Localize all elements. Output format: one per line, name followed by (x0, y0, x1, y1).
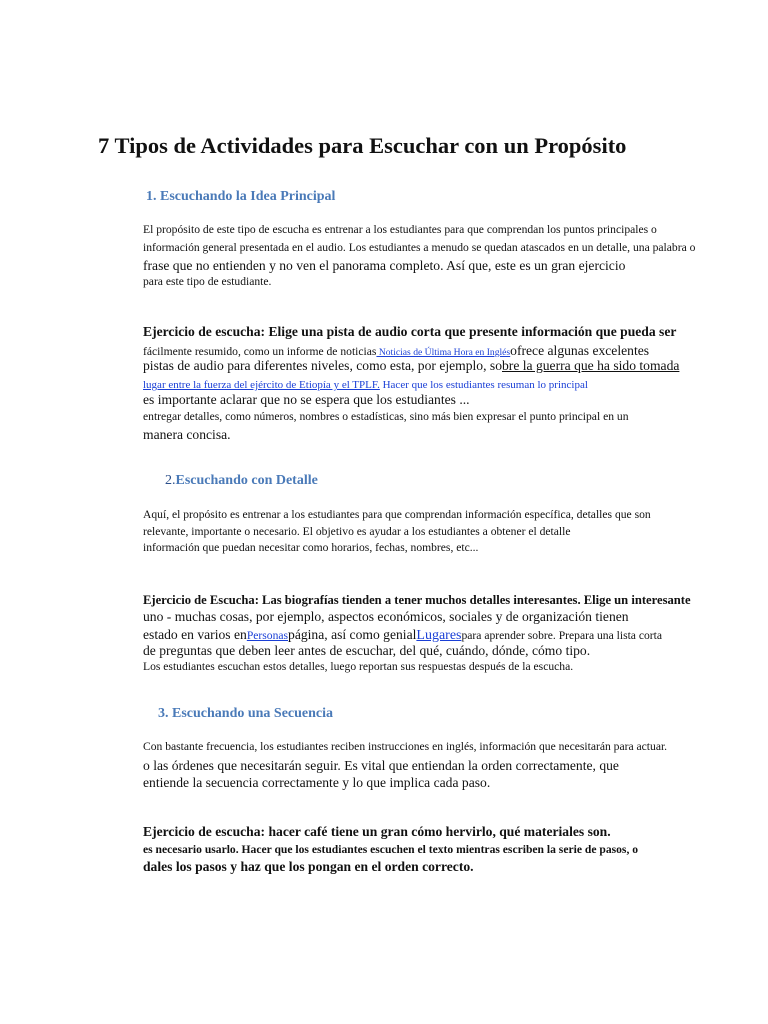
exercise-text: pistas de audio para diferentes niveles, como esta, por ejemplo, so (143, 358, 502, 373)
section-3-exercise-line: Ejercicio de escucha: hacer café tiene un gran cómo hervirlo, qué materiales son. (143, 824, 611, 839)
section-3-exercise-line: dales los pasos y haz que los pongan en el orden correcto. (143, 859, 474, 874)
section-1-exercise-line: entregar detalles, como números, nombres o estadísticas, sino más bien expresar el punto principal en un (143, 410, 629, 423)
exercise-text: ofrece algunas excelentes (510, 343, 650, 358)
section-1-paragraph-line: frase que no entienden y no ven el panorama completo. Así que, este es un gran ejercicio (143, 258, 626, 273)
section-1-exercise-line: es importante aclarar que no se espera que los estudiantes ... (143, 392, 470, 407)
section-1-paragraph-line: información general presentada en el audio. Los estudiantes a menudo se quedan atascados en un detalle, una palabra o (143, 241, 696, 254)
war-article-link[interactable]: bre la guerra que ha sido tomada (502, 358, 680, 373)
war-article-link-continued[interactable]: lugar entre la fuerza del ejército de Etiopía y el TPLF. (143, 379, 380, 391)
section-2-exercise-line: de preguntas que deben leer antes de escuchar, del qué, cuándo, dónde, cómo tipo. (143, 643, 591, 658)
section-2-paragraph-line: relevante, importante o necesario. El objetivo es ayudar a los estudiantes a obtener el detalle (143, 525, 571, 538)
section-1-exercise-line: Ejercicio de escucha: Elige una pista de audio corta que presente información que pueda ser (143, 324, 677, 339)
section-3-paragraph-line: entiende la secuencia correctamente y lo que implica cada paso. (143, 775, 491, 790)
section-2-exercise-line: Ejercicio de Escucha: Las biografías tienden a tener muchos detalles interesantes. Elige un interesante (143, 593, 691, 607)
page-title: 7 Tipos de Actividades para Escuchar con un Propósito (98, 133, 627, 158)
section-2-exercise-line (143, 626, 662, 644)
people-link[interactable]: Personas (246, 629, 289, 642)
exercise-text: estado en varios en (143, 627, 247, 642)
exercise-text: Hacer que los estudiantes resuman lo principal (379, 379, 588, 391)
section-1-heading: 1. Escuchando la Idea Principal (146, 189, 336, 204)
section-3-paragraph-line: Con bastante frecuencia, los estudiantes reciben instrucciones en inglés, información que necesitarán para actuar. (143, 740, 668, 753)
section-2-heading-text: Escuchando con Detalle (175, 473, 318, 488)
section-2-exercise-line: Los estudiantes escuchan estos detalles, luego reportan sus respuestas después de la escucha. (143, 660, 574, 673)
section-2-heading (165, 473, 318, 489)
exercise-text: fácilmente resumido, como un informe de noticias (143, 345, 377, 358)
section-3-paragraph-line: o las órdenes que necesitarán seguir. Es vital que entiendan la orden correctamente, que (143, 758, 619, 773)
section-1-paragraph-line: El propósito de este tipo de escucha es entrenar a los estudiantes para que comprendan los puntos principales o (143, 223, 657, 236)
exercise-text: para aprender sobre. Prepara una lista corta (461, 629, 663, 642)
section-2-paragraph-line: Aquí, el propósito es entrenar a los estudiantes para que comprendan información específica, detalles que son (143, 508, 651, 521)
exercise-text: página, así como genial (288, 627, 417, 642)
section-2-paragraph-line: información que puedan necesitar como horarios, fechas, nombres, etc... (143, 541, 479, 554)
section-1-exercise-line (143, 375, 588, 393)
news-link[interactable]: Noticias de Última Hora en Inglés (376, 347, 511, 358)
section-1-exercise-line: manera concisa. (143, 427, 231, 442)
section-3-heading: 3. Escuchando una Secuencia (158, 706, 334, 721)
section-1-paragraph-line: para este tipo de estudiante. (143, 275, 272, 288)
section-2-exercise-line: uno - muchas cosas, por ejemplo, aspectos económicos, sociales y de organización tienen (143, 609, 629, 624)
section-1-exercise-line (143, 358, 679, 374)
section-3-exercise-line: es necesario usarlo. Hacer que los estudiantes escuchen el texto mientras escriben la serie de pasos, o (143, 843, 639, 856)
section-2-number: 2. (165, 473, 176, 488)
places-link[interactable]: Lugares (416, 628, 462, 643)
